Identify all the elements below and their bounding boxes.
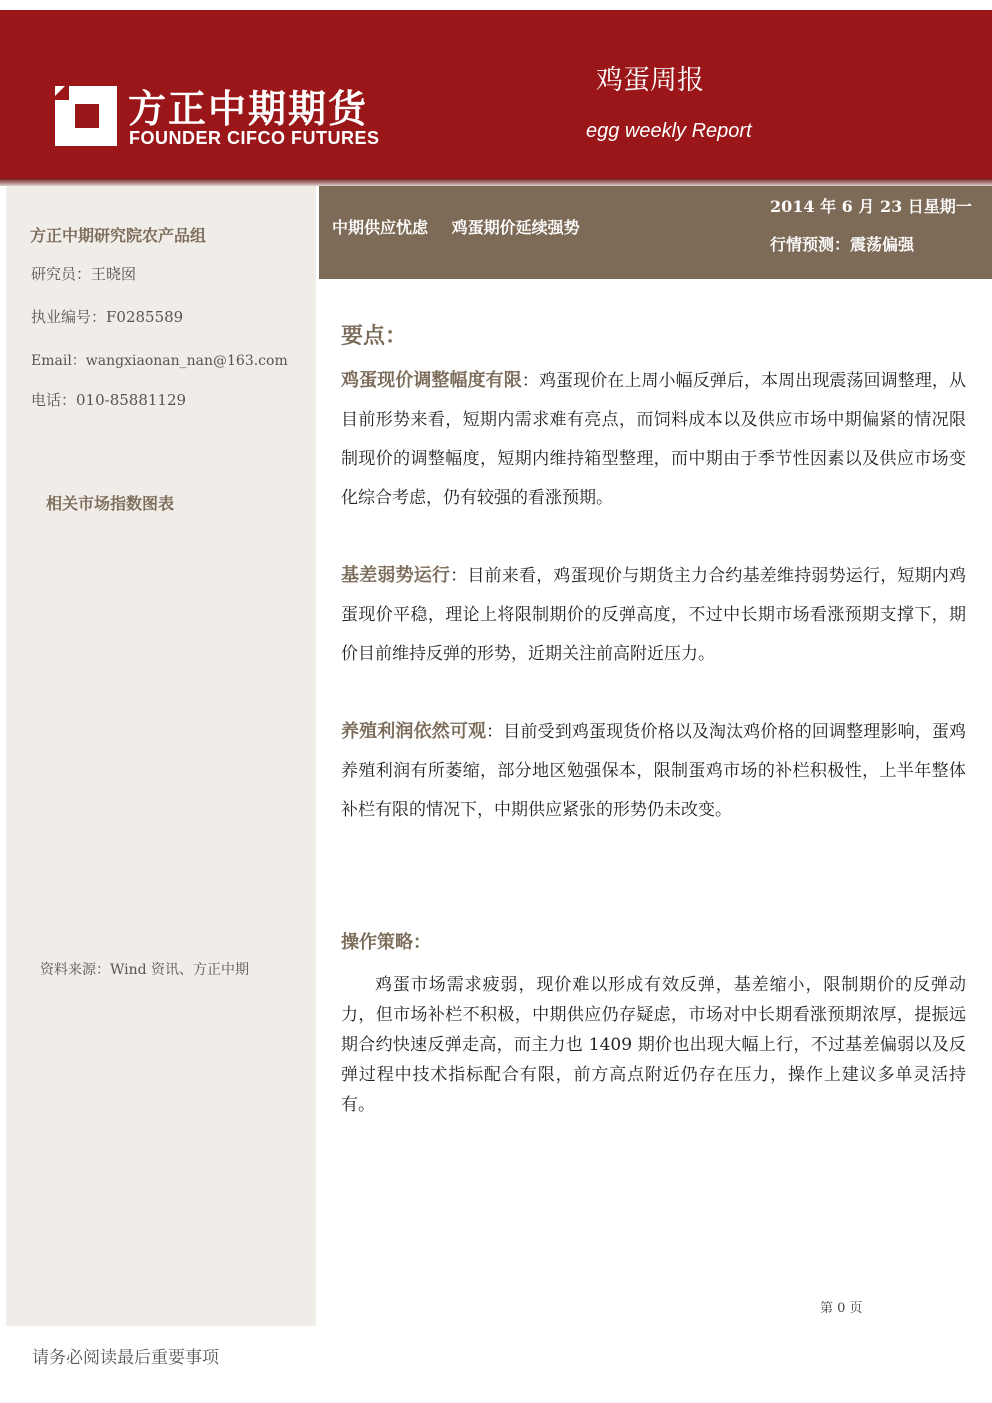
header-divider — [0, 178, 992, 186]
data-source: 资料来源：Wind 资讯、方正中期 — [40, 962, 250, 978]
key-points-heading: 要点： — [341, 324, 408, 349]
headline — [332, 215, 580, 238]
report-subtitle: egg weekly Report — [586, 120, 752, 142]
key-point-lead: 鸡蛋现价调整幅度有限 — [341, 370, 522, 391]
key-point-profit — [341, 712, 966, 830]
related-charts-heading: 相关市场指数图表 — [46, 494, 175, 513]
research-group: 方正中期研究院农产品组 — [30, 226, 207, 245]
key-point-basis — [341, 556, 966, 674]
key-point-lead: 养殖利润依然可观 — [341, 721, 487, 742]
contact-email: Email：wangxiaonan_nan@163.com — [31, 353, 288, 369]
company-name-cn: 方正中期期货 — [128, 87, 369, 131]
page-number: 第 0 页 — [820, 1301, 863, 1316]
key-point-spot-price — [341, 361, 966, 518]
license-number: 执业编号：F0285589 — [31, 308, 184, 326]
headline-part-2: 鸡蛋期价延续强势 — [451, 218, 580, 237]
key-point-lead: 基差弱势运行 — [341, 565, 451, 586]
analyst-name: 研究员：王晓囡 — [31, 265, 137, 283]
market-forecast: 行情预测：震荡偏强 — [770, 235, 915, 254]
report-title: 鸡蛋周报 — [596, 65, 704, 96]
disclaimer-note: 请务必阅读最后重要事项 — [32, 1348, 219, 1368]
headline-part-1: 中期供应忧虑 — [332, 218, 429, 237]
strategy-heading: 操作策略： — [341, 932, 431, 953]
contact-phone: 电话：010-85881129 — [31, 391, 187, 409]
key-point-text: ：目前受到鸡蛋现货价格以及淘汰鸡价格的回调整理影响，蛋鸡养殖利润有所萎缩，部分地区勉强保本，限制蛋鸡市场的补栏积极性，上半年整体补栏有限的情况下，中期供应紧张的形势仍未改变。 — [341, 722, 967, 820]
key-point-text: ：鸡蛋现价在上周小幅反弹后，本周出现震荡回调整理，从目前形势来看，短期内需求难有亮点，而饲料成本以及供应市场中期偏紧的情况限制现价的调整幅度，短期内维持箱型整理，而中期由于季节性因素以及供应市场变化综合考虑，仍有较强的看涨预期。 — [341, 371, 967, 508]
company-name-en: FOUNDER CIFCO FUTURES — [129, 128, 380, 148]
strategy-text: 鸡蛋市场需求疲弱，现价难以形成有效反弹，基差缩小，限制期价的反弹动力，但市场补栏不积极，中期供应仍存疑虑，市场对中长期看涨预期浓厚，提振远期合约快速反弹走高，而主力也 1409 期价也出现大幅上行，不过基差偏弱以及反弹过程中技术指标配合有限，前方高点附近仍存在压力，操作上建议多单灵活持有。 — [341, 975, 966, 1115]
founder-logo-icon — [55, 86, 117, 146]
key-point-text: ：目前来看，鸡蛋现价与期货主力合约基差维持弱势运行，短期内鸡蛋现价平稳，理论上将限制期价的反弹高度，不过中长期市场看涨预期支撑下，期价目前维持反弹的形势，近期关注前高附近压力。 — [341, 566, 967, 664]
report-date: 2014 年 6 月 23 日星期一 — [770, 197, 972, 216]
